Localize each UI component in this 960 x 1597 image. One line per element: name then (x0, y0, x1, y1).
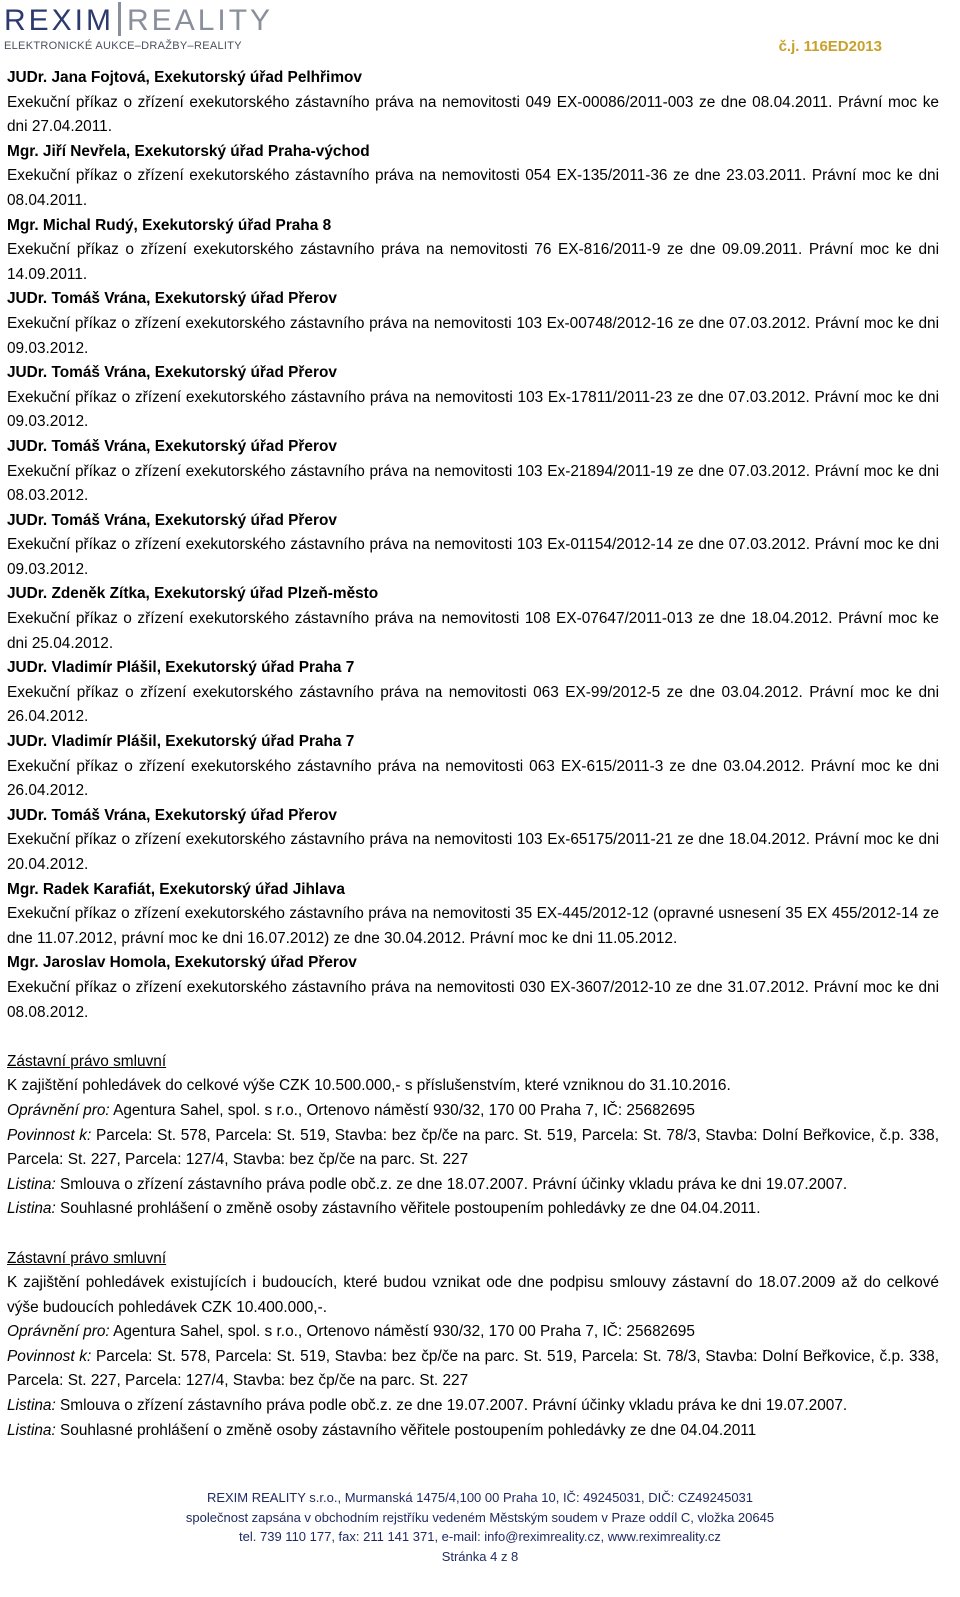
entry-text: Exekuční příkaz o zřízení exekutorského zástavního práva na nemovitosti 063 EX-615/2011-3 ze dne 03.04.2012. Právní moc ke dni 26.04.2012. (7, 757, 939, 800)
lien-section-2 (7, 1247, 939, 1444)
registration-line: společnost zapsána v obchodním rejstříku vedeném Městským soudem v Praze oddíl C, vložka 20645 (185, 1509, 775, 1525)
section-title: Zástavní právo smluvní (7, 1249, 167, 1267)
page-header (0, 0, 960, 62)
entry-heading: JUDr. Tomáš Vrána, Exekutorský úřad Přerov (7, 364, 337, 382)
listina-line (7, 1197, 939, 1222)
entry-heading: Mgr. Michal Rudý, Exekutorský úřad Praha 8 (7, 216, 332, 234)
listina-label: Listina: (7, 1175, 56, 1193)
entry-item (7, 140, 939, 214)
listina-value: Souhlasné prohlášení o změně osoby zástavního věřitele postoupením pohledávky ze dne 04.04.2011 (55, 1421, 757, 1439)
entry-item (7, 878, 939, 952)
entry-text: Exekuční příkaz o zřízení exekutorského zástavního práva na nemovitosti 054 EX-135/2011-36 ze dne 23.03.2011. Právní moc ke dni 08.04.2011. (7, 167, 939, 209)
entry-heading: Mgr. Jaroslav Homola, Exekutorský úřad Přerov (7, 954, 357, 972)
entry-heading: JUDr. Vladimír Plášil, Exekutorský úřad Praha 7 (7, 659, 355, 677)
listina-value: Souhlasné prohlášení o změně osoby zástavního věřitele postoupením pohledávky ze dne 04.04.2011. (55, 1200, 761, 1218)
entry-item (7, 66, 939, 140)
contact-line: tel. 739 110 177, fax: 211 141 371, e-mail: info@reximreality.cz, www.reximreality.cz (239, 1529, 721, 1544)
entry-text: Exekuční příkaz o zřízení exekutorského zástavního práva na nemovitosti 103 Ex-21894/2011-19 ze dne 07.03.2012. Právní moc ke dni 08.03.2012. (7, 462, 939, 505)
entry-item (7, 582, 939, 656)
rexim-reality-logo (4, 0, 274, 60)
opravneni-label: Oprávnění pro: (7, 1323, 110, 1341)
entry-text: Exekuční příkaz o zřízení exekutorského zástavního práva na nemovitosti 103 Ex-65175/2011-21 ze dne 18.04.2012. Právní moc ke dni 20.04.2012. (7, 831, 939, 873)
povinnost-value: Parcela: St. 578, Parcela: St. 519, Stavba: bez čp/če na parc. St. 519, Parcela: St. 78/3, Stavba: Dolní Beřkovice, č.p. 338, Parcela: St. 227, Parcela: 127/4, Stavba: bez čp/če na parc. St. 227 (7, 1126, 939, 1169)
entry-heading: JUDr. Jana Fojtová, Exekutorský úřad Pelhřimov (7, 69, 362, 86)
listina-label: Listina: (7, 1397, 56, 1415)
section-intro: K zajištění pohledávek existujících i budoucích, které budou vznikat ode dne podpisu smlouvy zástavní do 18.07.2009 až do celkové výše budoucích pohledávek CZK 10.400.000,-. (7, 1274, 939, 1316)
entry-item (7, 656, 939, 730)
entry-text: Exekuční příkaz o zřízení exekutorského zástavního práva na nemovitosti 103 Ex-00748/2012-16 ze dne 07.03.2012. Právní moc ke dni 09.03.2012. (7, 314, 939, 357)
opravneni-line (7, 1099, 939, 1124)
listina-line (7, 1394, 939, 1419)
entry-heading: JUDr. Vladimír Plášil, Exekutorský úřad Praha 7 (7, 733, 355, 751)
page-footer (0, 1488, 960, 1566)
povinnost-label: Povinnost k: (7, 1126, 92, 1144)
entry-text: Exekuční příkaz o zřízení exekutorského zástavního práva na nemovitosti 049 EX-00086/2011-003 ze dne 08.04.2011. Právní moc ke dni 27.04.2011. (7, 93, 939, 136)
logo-left-text: REXIM (4, 4, 115, 37)
lien-section-1 (7, 1050, 939, 1222)
section-title: Zástavní právo smluvní (7, 1052, 167, 1070)
entry-item (7, 730, 939, 804)
opravneni-value: Agentura Sahel, spol. s r.o., Ortenovo náměstí 930/32, 170 00 Praha 7, IČ: 25682695 (109, 1323, 695, 1341)
entry-heading: JUDr. Tomáš Vrána, Exekutorský úřad Přerov (7, 511, 337, 529)
logo-tagline: ELEKTRONICKÉ AUKCE–DRAŽBY–REALITY (4, 40, 242, 52)
execution-entries-list (7, 66, 939, 1025)
entry-text: Exekuční příkaz o zřízení exekutorského zástavního práva na nemovitosti 030 EX-3607/2012-10 ze dne 31.07.2012. Právní moc ke dni 08.08.2012. (7, 978, 939, 1021)
entry-item (7, 361, 939, 435)
entry-heading: Mgr. Jiří Nevřela, Exekutorský úřad Praha-východ (7, 142, 370, 160)
section-intro: K zajištění pohledávek do celkové výše CZK 10.500.000,- s příslušenstvím, které vzniknou do 31.10.2016. (7, 1077, 731, 1095)
entry-item (7, 951, 939, 1025)
entry-text: Exekuční příkaz o zřízení exekutorského zástavního práva na nemovitosti 108 EX-07647/2011-013 ze dne 18.04.2012. Právní moc ke dni 25.04.2012. (7, 610, 939, 652)
povinnost-label: Povinnost k: (7, 1347, 92, 1365)
entry-heading: Mgr. Radek Karafiát, Exekutorský úřad Jihlava (7, 880, 345, 898)
entry-heading: JUDr. Tomáš Vrána, Exekutorský úřad Přerov (7, 290, 337, 308)
entry-text: Exekuční příkaz o zřízení exekutorského zástavního práva na nemovitosti 063 EX-99/2012-5 ze dne 03.04.2012. Právní moc ke dni 26.04.2012. (7, 683, 939, 726)
logo-wordmark (4, 2, 273, 38)
entry-item (7, 509, 939, 583)
entry-item (7, 435, 939, 509)
entry-item (7, 804, 939, 878)
povinnost-line (7, 1345, 939, 1394)
entry-heading: JUDr. Zdeněk Zítka, Exekutorský úřad Plzeň-město (7, 585, 379, 603)
entry-heading: JUDr. Tomáš Vrána, Exekutorský úřad Přerov (7, 806, 337, 824)
company-address-line: REXIM REALITY s.r.o., Murmanská 1475/4,100 00 Praha 10, IČ: 49245031, DIČ: CZ49245031 (206, 1490, 754, 1505)
listina-value: Smlouva o zřízení zástavního práva podle obč.z. ze dne 18.07.2007. Právní účinky vkladu práva ke dni 19.07.2007. (55, 1175, 848, 1193)
listina-label: Listina: (7, 1421, 56, 1439)
page-number: Stránka 4 z 8 (441, 1548, 519, 1564)
logo-right-text: REALITY (127, 4, 274, 37)
entry-heading: JUDr. Tomáš Vrána, Exekutorský úřad Přerov (7, 437, 337, 455)
entry-item (7, 287, 939, 361)
listina-value: Smlouva o zřízení zástavního práva podle obč.z. ze dne 19.07.2007. Právní účinky vkladu práva ke dni 19.07.2007. (55, 1397, 848, 1415)
entry-item (7, 214, 939, 288)
document-body (7, 66, 939, 1443)
opravneni-label: Oprávnění pro: (7, 1101, 110, 1119)
opravneni-value: Agentura Sahel, spol. s r.o., Ortenovo náměstí 930/32, 170 00 Praha 7, IČ: 25682695 (109, 1101, 695, 1119)
entry-text: Exekuční příkaz o zřízení exekutorského zástavního práva na nemovitosti 76 EX-816/2011-9 ze dne 09.09.2011. Právní moc ke dni 14.09.2011. (7, 241, 939, 283)
logo-divider (118, 2, 121, 36)
listina-line (7, 1419, 939, 1444)
entry-text: Exekuční příkaz o zřízení exekutorského zástavního práva na nemovitosti 103 Ex-17811/2011-23 ze dne 07.03.2012. Právní moc ke dni 09.03.2012. (7, 388, 939, 431)
entry-text: Exekuční příkaz o zřízení exekutorského zástavního práva na nemovitosti 103 Ex-01154/2012-14 ze dne 07.03.2012. Právní moc ke dni 09.03.2012. (7, 536, 939, 578)
entry-text: Exekuční příkaz o zřízení exekutorského zástavního práva na nemovitosti 35 EX-445/2012-12 (opravné usnesení 35 EX 455/2012-14 ze dne 11.07.2012, právní moc ke dni 16.07.2012) ze dne 30.04.2012. Právní moc ke dni 11.05.2012. (7, 905, 939, 947)
povinnost-value: Parcela: St. 578, Parcela: St. 519, Stavba: bez čp/če na parc. St. 519, Parcela: St. 78/3, Stavba: Dolní Beřkovice, č.p. 338, Parcela: St. 227, Parcela: 127/4, Stavba: bez čp/če na parc. St. 227 (7, 1347, 939, 1390)
povinnost-line (7, 1124, 939, 1173)
opravneni-line (7, 1320, 939, 1345)
listina-line (7, 1173, 939, 1198)
listina-label: Listina: (7, 1200, 56, 1218)
reference-number: č.j. 116ED2013 (778, 38, 882, 55)
